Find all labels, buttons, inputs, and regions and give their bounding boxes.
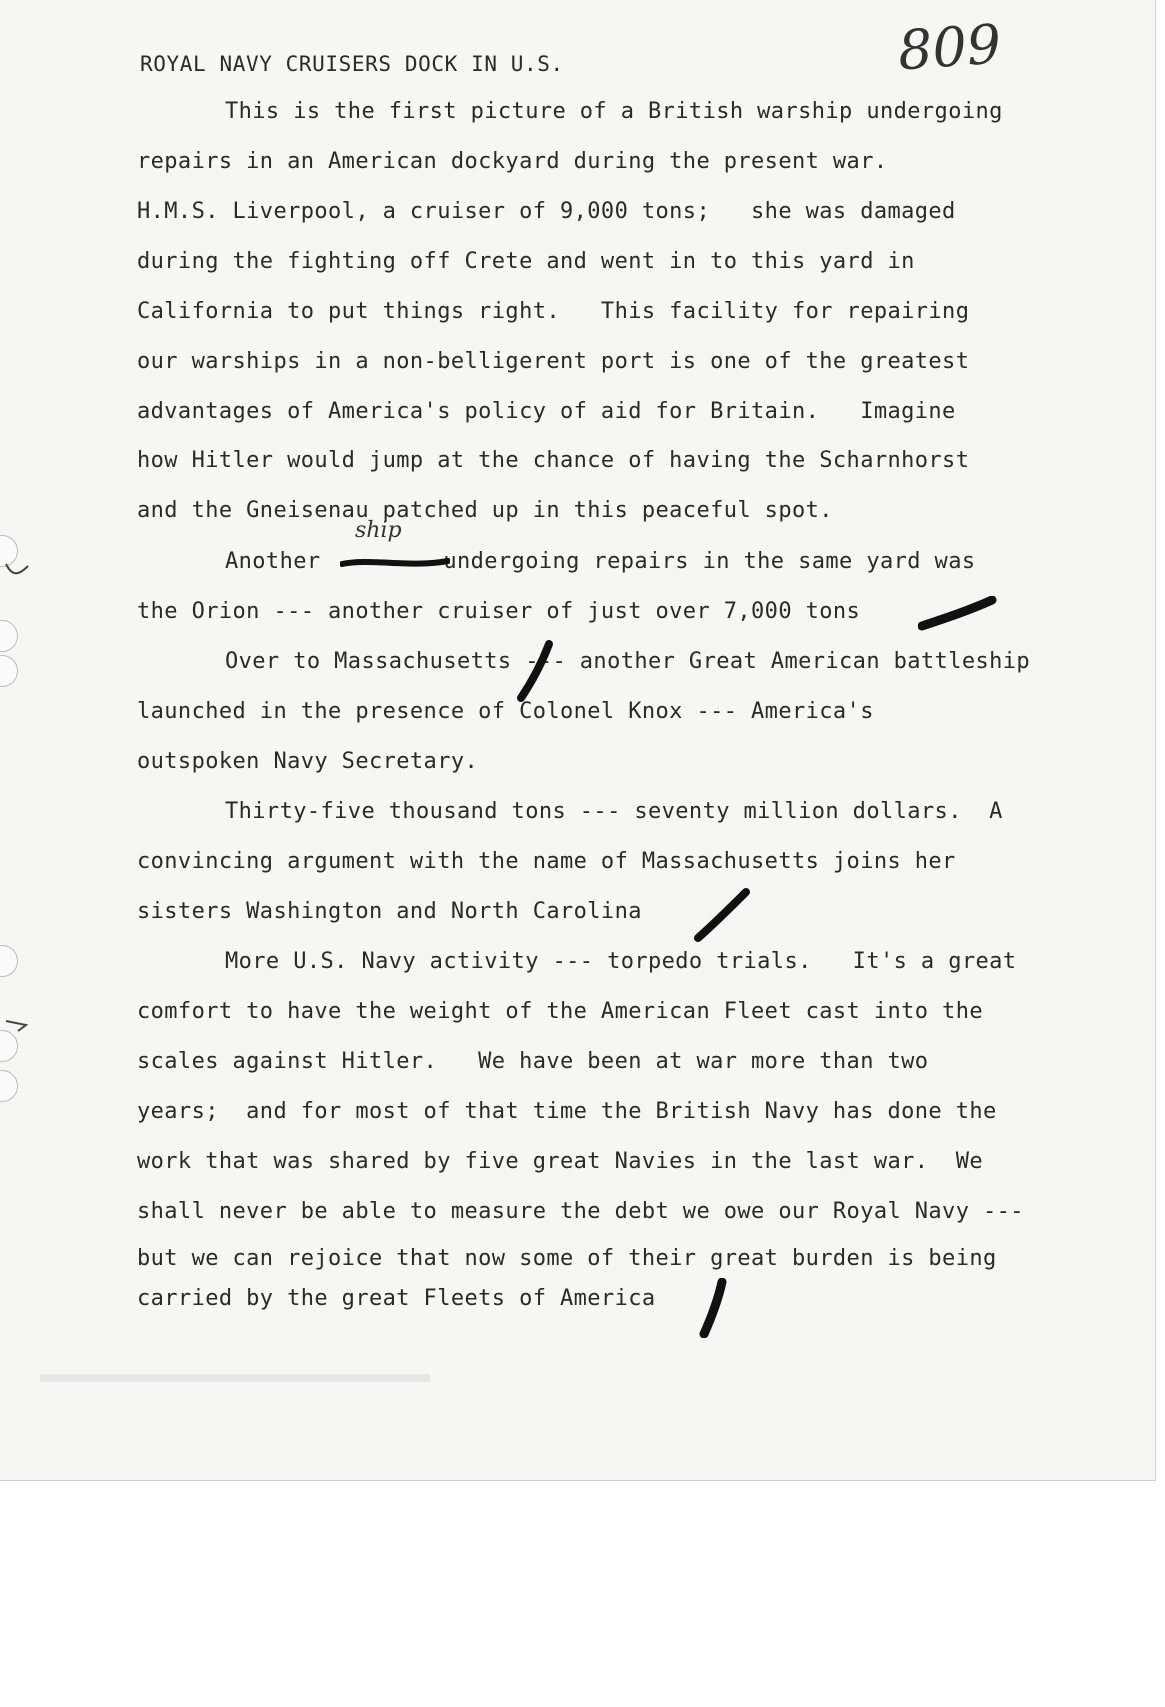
- text-line: how Hitler would jump at the chance of having the Scharnhorst: [137, 448, 970, 473]
- text-line: shall never be able to measure the debt we owe our Royal Navy ---: [137, 1199, 1024, 1224]
- text-line: and the Gneisenau patched up in this peaceful spot.: [137, 498, 833, 523]
- text-line: carried by the great Fleets of America: [137, 1286, 656, 1311]
- text-line: This is the first picture of a British warship undergoing: [225, 99, 1003, 124]
- text-line: launched in the presence of Colonel Knox --- America's: [137, 699, 874, 724]
- binder-hole: [0, 655, 18, 687]
- margin-mark: [4, 560, 32, 580]
- ink-stroke-mark: [515, 640, 555, 702]
- text-line: Over to Massachusetts --- another Great American battleship: [225, 649, 1031, 674]
- text-line: Another undergoing repairs in the same yard was: [225, 549, 976, 574]
- text-line: Thirty-five thousand tons --- seventy million dollars. A: [225, 799, 1003, 824]
- text-line: but we can rejoice that now some of their great burden is being: [137, 1246, 997, 1271]
- text-line: years; and for most of that time the British Navy has done the: [137, 1099, 997, 1124]
- text-line: sisters Washington and North Carolina: [137, 899, 642, 924]
- binder-hole: [0, 1070, 18, 1102]
- text-line: our warships in a non-belligerent port is one of the greatest: [137, 349, 970, 374]
- text-line: work that was shared by five great Navies in the last war. We: [137, 1149, 983, 1174]
- text-line: H.M.S. Liverpool, a cruiser of 9,000 tons; she was damaged: [137, 199, 956, 224]
- text-line: outspoken Navy Secretary.: [137, 749, 479, 774]
- strike-through-mark: [340, 556, 450, 570]
- bleed-through-smudge: [40, 1370, 440, 1386]
- margin-mark: [4, 1015, 32, 1035]
- text-line: More U.S. Navy activity --- torpedo trials. It's a great: [225, 949, 1017, 974]
- text-line: scales against Hitler. We have been at war more than two: [137, 1049, 929, 1074]
- text-line: California to put things right. This facility for repairing: [137, 299, 970, 324]
- document-title: ROYAL NAVY CRUISERS DOCK IN U.S.: [140, 52, 564, 76]
- binder-hole: [0, 945, 18, 977]
- handwritten-page-number: 809: [895, 12, 1004, 83]
- text-line: the Orion --- another cruiser of just over 7,000 tons: [137, 599, 861, 624]
- text-line: repairs in an American dockyard during the present war.: [137, 149, 888, 174]
- ink-stroke-mark: [918, 596, 998, 632]
- text-line: comfort to have the weight of the American Fleet cast into the: [137, 999, 983, 1024]
- binder-hole: [0, 620, 18, 652]
- text-line: convincing argument with the name of Massachusetts joins her: [137, 849, 956, 874]
- text-line: advantages of America's policy of aid for Britain. Imagine: [137, 399, 956, 424]
- handwritten-insertion: ship: [355, 518, 402, 543]
- text-line: during the fighting off Crete and went in to this yard in: [137, 249, 915, 274]
- ink-stroke-mark: [694, 1278, 730, 1338]
- ink-stroke-mark: [692, 888, 752, 944]
